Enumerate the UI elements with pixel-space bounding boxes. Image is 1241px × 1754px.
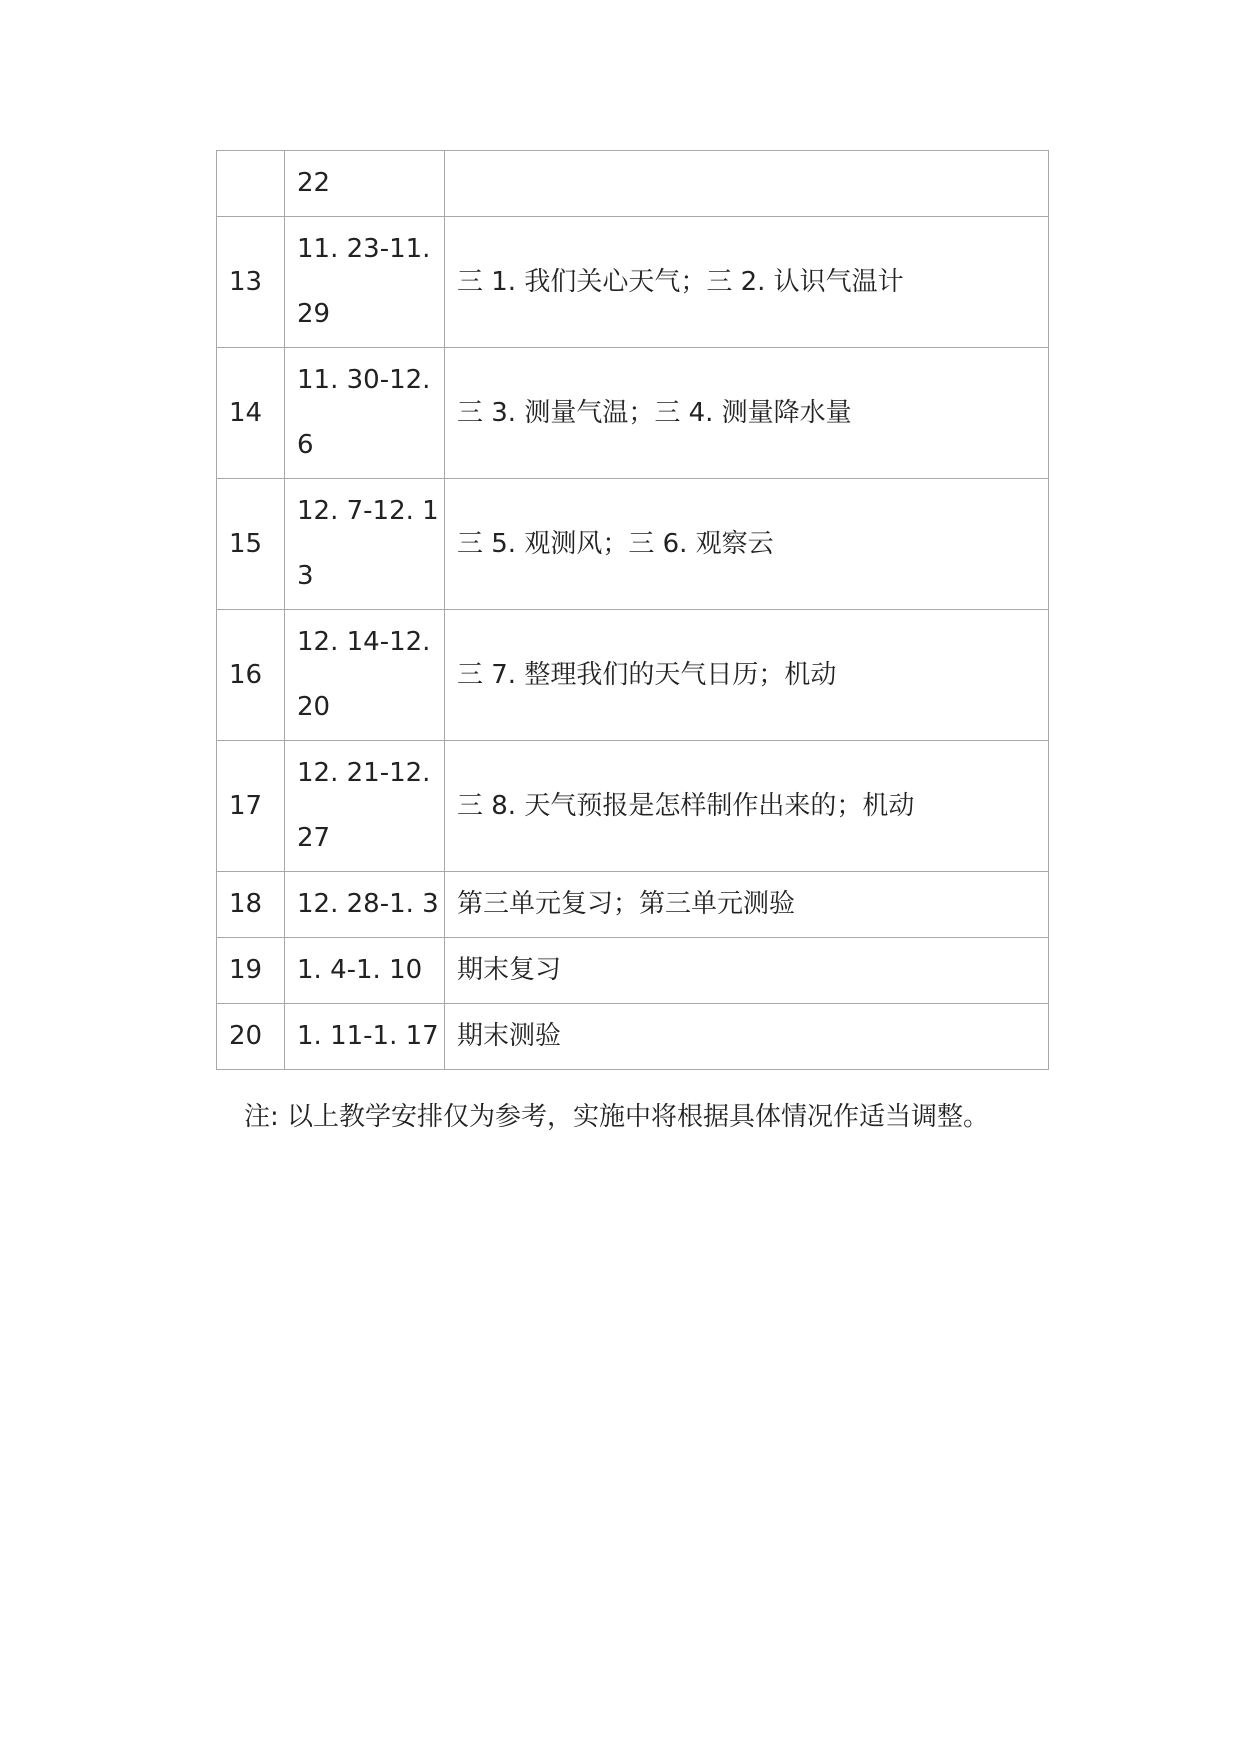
date-cell: 11. 30-12. 6 xyxy=(285,348,445,479)
date-cell: 12. 7-12. 13 xyxy=(285,479,445,610)
content-cell: 三 5. 观测风；三 6. 观察云 xyxy=(445,479,1049,610)
week-cell: 20 xyxy=(217,1004,285,1070)
content-cell: 三 3. 测量气温；三 4. 测量降水量 xyxy=(445,348,1049,479)
date-cell: 11. 23-11. 29 xyxy=(285,217,445,348)
table-row xyxy=(217,610,1049,741)
week-cell: 18 xyxy=(217,872,285,938)
week-cell: 14 xyxy=(217,348,285,479)
content-cell: 三 8. 天气预报是怎样制作出来的；机动 xyxy=(445,741,1049,872)
week-cell: 13 xyxy=(217,217,285,348)
content-cell: 第三单元复习；第三单元测验 xyxy=(445,872,1049,938)
content-cell xyxy=(445,151,1049,217)
content-cell: 期末复习 xyxy=(445,938,1049,1004)
week-cell: 16 xyxy=(217,610,285,741)
teaching-schedule-table xyxy=(216,150,1049,1070)
table-row xyxy=(217,741,1049,872)
table-row xyxy=(217,1004,1049,1070)
content-cell: 三 7. 整理我们的天气日历；机动 xyxy=(445,610,1049,741)
week-cell xyxy=(217,151,285,217)
schedule-note: 注: 以上教学安排仅为参考，实施中将根据具体情况作适当调整。 xyxy=(244,1102,990,1132)
table-row xyxy=(217,348,1049,479)
table-row xyxy=(217,479,1049,610)
date-cell: 12. 28-1. 3 xyxy=(285,872,445,938)
week-cell: 17 xyxy=(217,741,285,872)
date-cell: 12. 21-12. 27 xyxy=(285,741,445,872)
table-row xyxy=(217,872,1049,938)
week-cell: 19 xyxy=(217,938,285,1004)
content-cell: 三 1. 我们关心天气；三 2. 认识气温计 xyxy=(445,217,1049,348)
date-cell: 1. 4-1. 10 xyxy=(285,938,445,1004)
week-cell: 15 xyxy=(217,479,285,610)
table-row xyxy=(217,938,1049,1004)
table-row xyxy=(217,151,1049,217)
table-row xyxy=(217,217,1049,348)
date-cell: 22 xyxy=(285,151,445,217)
date-cell: 12. 14-12. 20 xyxy=(285,610,445,741)
date-cell: 1. 11-1. 17 xyxy=(285,1004,445,1070)
content-cell: 期末测验 xyxy=(445,1004,1049,1070)
